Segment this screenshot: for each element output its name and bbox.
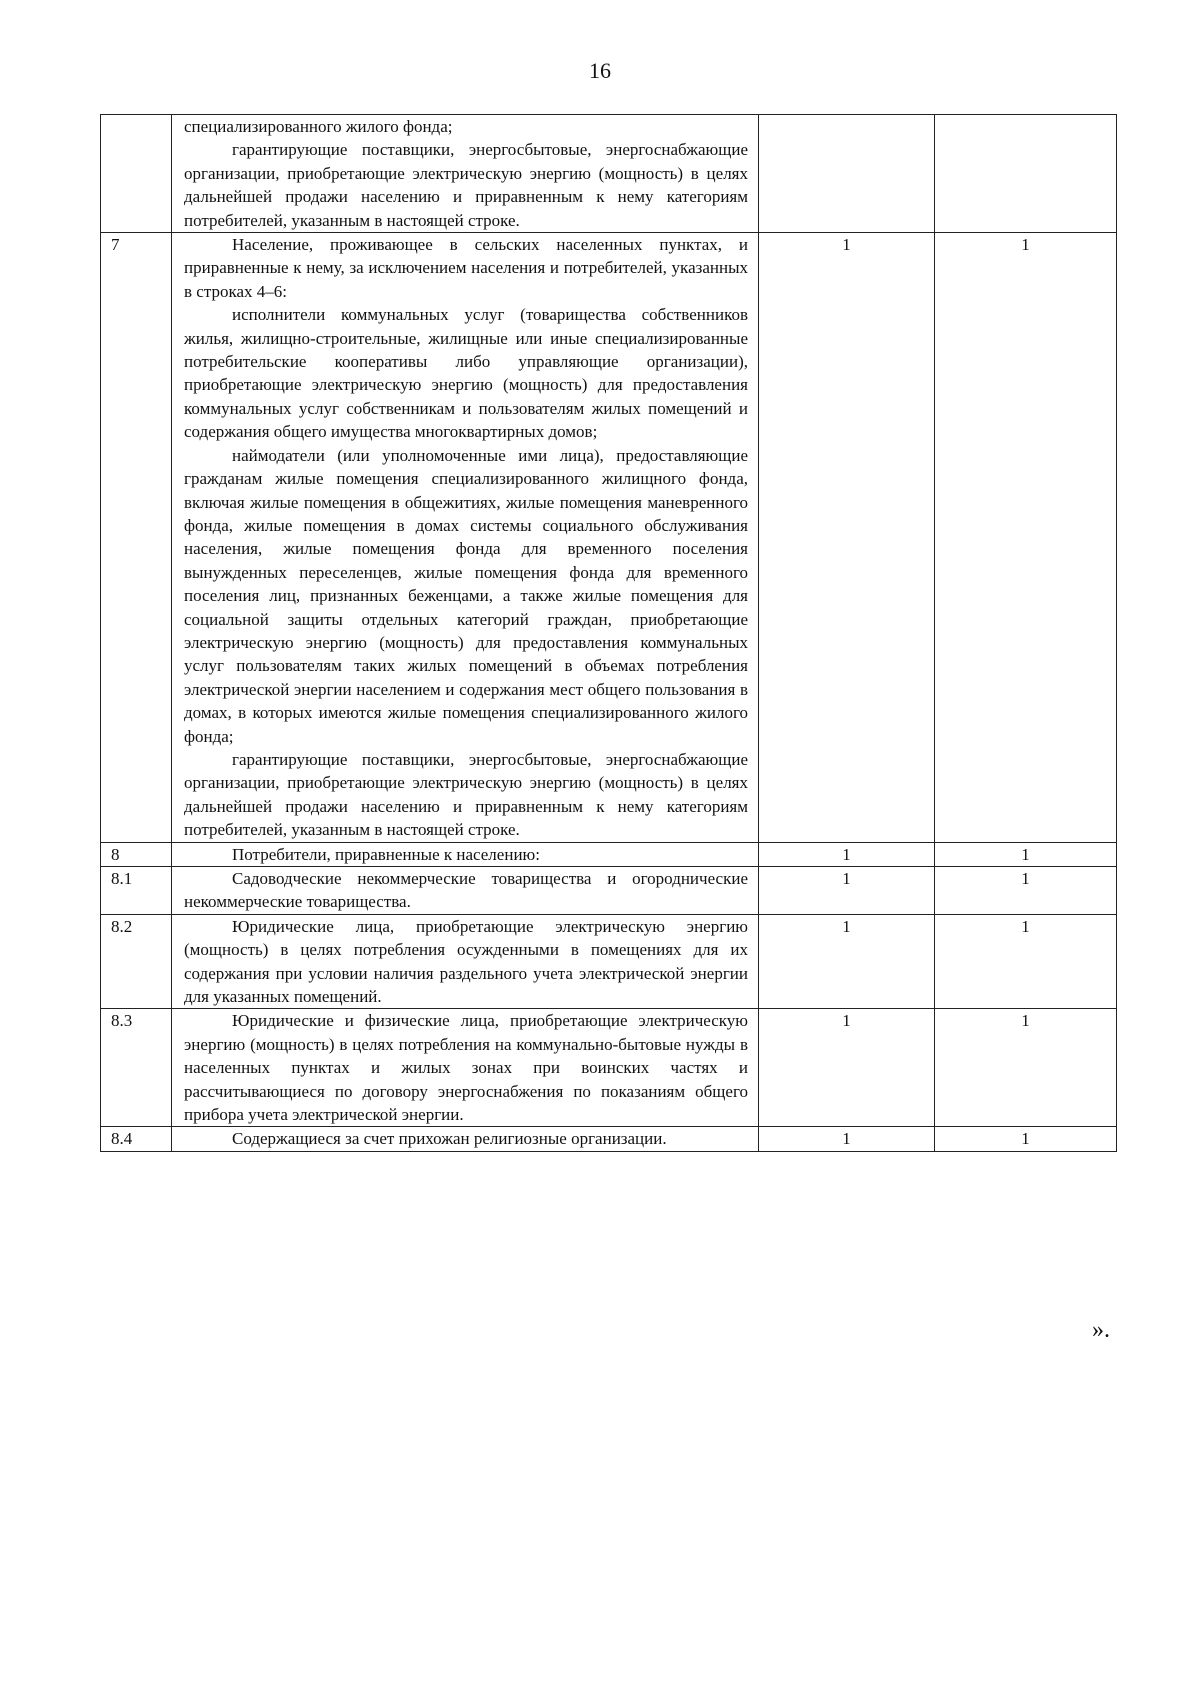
row-value-2: 1 <box>935 842 1117 866</box>
row-value-1: 1 <box>759 914 935 1009</box>
table-row <box>101 1127 1117 1151</box>
row-value-1: 1 <box>759 233 935 843</box>
row-description <box>172 1127 759 1151</box>
row-number: 8 <box>101 842 172 866</box>
row-paragraph: Юридические лица, приобретающие электрическую энергию (мощность) в целях потребления осужденными в помещениях для их содержания при условии наличия раздельного учета электрической энергии для указанных помещений. <box>184 916 748 1007</box>
row-paragraph: Садоводческие некоммерческие товарищества и огороднические некоммерческие товарищества. <box>184 869 748 912</box>
row-paragraph: Содержащиеся за счет прихожан религиозные организации. <box>232 1129 667 1149</box>
row-description <box>172 115 759 233</box>
row-value-2: 1 <box>935 1009 1117 1127</box>
table-row <box>101 867 1117 915</box>
row-value-2: 1 <box>935 233 1117 843</box>
table-row <box>101 115 1117 233</box>
row-number: 7 <box>101 233 172 843</box>
closing-quote-mark: ». <box>1092 1317 1110 1343</box>
row-value-1: 1 <box>759 1127 935 1151</box>
row-description <box>172 842 759 866</box>
row-paragraph: Потребители, приравненные к населению: <box>232 844 540 864</box>
row-number: 8.4 <box>101 1127 172 1151</box>
row-number: 8.3 <box>101 1009 172 1127</box>
table-row <box>101 842 1117 866</box>
row-value-2 <box>935 115 1117 233</box>
row-value-1: 1 <box>759 1009 935 1127</box>
row-value-1 <box>759 115 935 233</box>
row-paragraph: специализированного жилого фонда; <box>184 117 453 136</box>
row-number: 8.2 <box>101 914 172 1009</box>
row-value-2: 1 <box>935 867 1117 915</box>
row-value-1: 1 <box>759 867 935 915</box>
table-row <box>101 1009 1117 1127</box>
row-value-2: 1 <box>935 1127 1117 1151</box>
row-number <box>101 115 172 233</box>
table-row <box>101 233 1117 843</box>
row-number: 8.1 <box>101 867 172 915</box>
page-number: 16 <box>589 58 611 83</box>
row-description <box>172 867 759 915</box>
row-paragraph: Юридические и физические лица, приобретающие электрическую энергию (мощность) в целях потребления на коммунально-бытовые нужды в населенных пунктах и жилых зонах при воинских частях и рассчитывающиеся по договору энергоснабжения по показаниям общего прибора учета электрической энергии. <box>184 1011 748 1125</box>
row-paragraph: Население, проживающее в сельских населенных пунктах, и приравненные к нему, за исключением населения и потребителей, указанных в строках 4–6: <box>184 235 748 301</box>
row-paragraph: исполнители коммунальных услуг (товарищества собственников жилья, жилищно-строительные, жилищные или иные специализированные потребительские кооперативы либо управляющие организации), приобретающие электрическую энергию (мощность) для предоставления коммунальных услуг собственникам и пользователям жилых помещений и содержания общего имущества многоквартирных домов; <box>184 305 748 442</box>
table-row <box>101 914 1117 1009</box>
row-description <box>172 233 759 843</box>
row-description <box>172 914 759 1009</box>
row-paragraph: гарантирующие поставщики, энергосбытовые, энергоснабжающие организации, приобретающие электрическую энергию (мощность) в целях дальнейшей продажи населению и приравненным к нему категориям потребителей, указанным в настоящей строке. <box>184 140 748 230</box>
tariff-table <box>100 114 1117 1152</box>
row-value-1: 1 <box>759 842 935 866</box>
row-paragraph: гарантирующие поставщики, энергосбытовые, энергоснабжающие организации, приобретающие электрическую энергию (мощность) в целях дальнейшей продажи населению и приравненным к нему категориям потребителей, указанным в настоящей строке. <box>184 749 748 840</box>
row-paragraph: наймодатели (или уполномоченные ими лица), предоставляющие гражданам жилые помещения специализированного жилищного фонда, включая жилые помещения в общежитиях, жилые помещения маневренного фонда, жилые помещения в домах системы социального обслуживания населения, жилые помещения фонда для временного поселения вынужденных переселенцев, жилые помещения фонда для временного поселения лиц, признанных беженцами, а также жилые помещения для социальной защиты отдельных категорий граждан, приобретающие электрическую энергию (мощность) для предоставления коммунальных услуг пользователям таких жилых помещений в объемах потребления электрической энергии населением и содержания мест общего пользования в домах, в которых имеются жилые помещения специализированного жилого фонда; <box>184 445 748 746</box>
row-description <box>172 1009 759 1127</box>
row-value-2: 1 <box>935 914 1117 1009</box>
